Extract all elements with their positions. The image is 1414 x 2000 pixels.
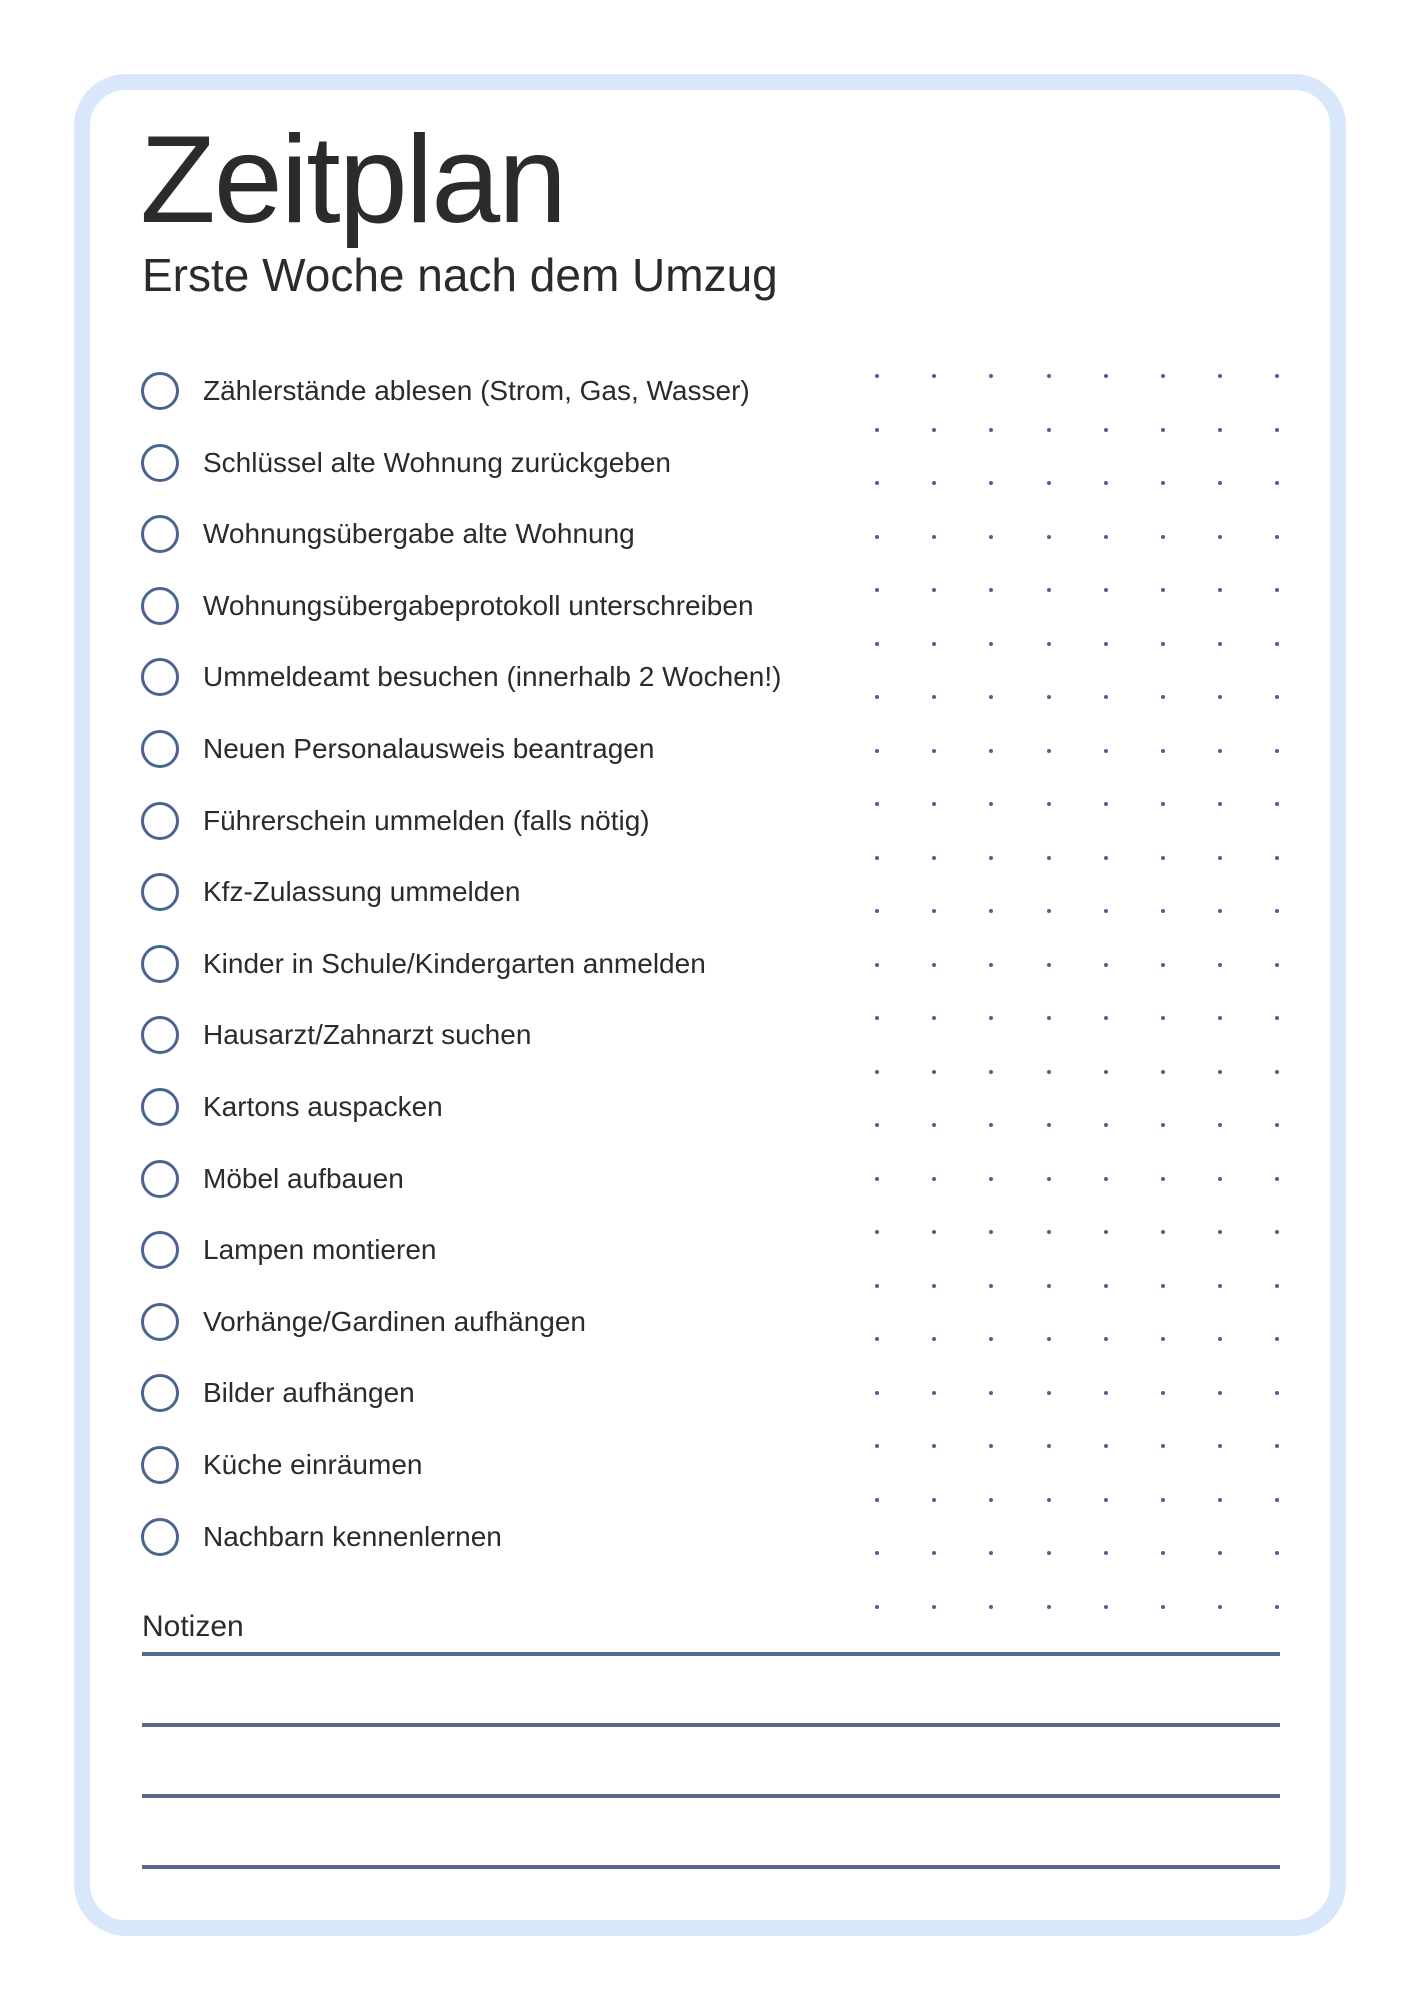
grid-dot [1161,1230,1165,1234]
grid-dot [1047,909,1051,913]
grid-dot [1161,1177,1165,1181]
grid-dot [932,428,936,432]
checkbox-circle-icon[interactable] [141,658,179,696]
grid-dot [1047,1337,1051,1341]
page-subtitle: Erste Woche nach dem Umzug [142,249,778,301]
checklist-item[interactable] [141,1302,586,1342]
grid-dot [875,1123,879,1127]
checklist-item[interactable] [141,514,635,554]
notes-writing-line[interactable] [142,1652,1280,1656]
checkbox-circle-icon[interactable] [141,1518,179,1556]
checklist-item-label: Wohnungsübergabeprotokoll unterschreiben [203,589,754,621]
grid-dot [1047,428,1051,432]
checklist-item-label: Neuen Personalausweis beantragen [203,733,655,764]
grid-dot [1047,695,1051,699]
grid-dot [1275,749,1279,753]
grid-dot [875,535,879,539]
grid-dot [932,1177,936,1181]
grid-dot [1047,1498,1051,1502]
grid-dot [1104,802,1108,806]
checkbox-circle-icon[interactable] [141,1160,179,1198]
checklist-item-label: Küche einräumen [203,1449,423,1480]
grid-dot [875,802,879,806]
grid-dot [1218,749,1222,753]
grid-dot [989,1498,993,1502]
grid-dot [1161,588,1165,592]
grid-dot [1104,642,1108,646]
grid-dot [1275,1177,1279,1181]
grid-dot [1104,1391,1108,1395]
grid-dot [1104,1177,1108,1181]
grid-dot [1161,1070,1165,1074]
checklist-item[interactable] [141,657,781,697]
checklist-item[interactable] [141,1373,415,1413]
checklist-item-label: Schlüssel alte Wohnung zurückgeben [203,446,672,478]
grid-dot [1275,963,1279,967]
grid-dot [1104,749,1108,753]
grid-dot [875,1230,879,1234]
grid-dot [1104,856,1108,860]
grid-dot [1218,1391,1222,1395]
grid-dot [1161,1123,1165,1127]
grid-dot [1047,1391,1051,1395]
grid-dot [1161,481,1165,485]
grid-dot [875,1284,879,1288]
checkbox-circle-icon[interactable] [141,444,179,482]
checklist-item-label: Möbel aufbauen [203,1162,404,1194]
grid-dot [1218,1177,1222,1181]
grid-dot [1275,1605,1279,1609]
notes-writing-line[interactable] [142,1723,1280,1727]
grid-dot [875,588,879,592]
grid-dot [1161,1551,1165,1555]
page-frame [74,74,1346,1936]
grid-dot [1104,1444,1108,1448]
grid-dot [1047,642,1051,646]
checklist-item[interactable] [141,729,654,769]
checkbox-circle-icon[interactable] [141,730,179,768]
checklist-item[interactable] [141,371,750,411]
grid-dot [1161,1284,1165,1288]
checkbox-circle-icon[interactable] [141,873,179,911]
checklist-item[interactable] [141,443,671,483]
grid-dot [1275,642,1279,646]
grid-dot [932,1070,936,1074]
grid-dot [1104,535,1108,539]
grid-dot [1218,963,1222,967]
grid-dot [875,642,879,646]
grid-dot [1275,1284,1279,1288]
grid-dot [1161,963,1165,967]
grid-dot [932,642,936,646]
grid-dot [1047,535,1051,539]
grid-dot [1047,963,1051,967]
grid-dot [1047,1123,1051,1127]
grid-dot [1104,1284,1108,1288]
grid-dot [1275,1498,1279,1502]
checkbox-circle-icon[interactable] [141,515,179,553]
grid-dot [1104,963,1108,967]
grid-dot [1161,535,1165,539]
grid-dot [989,1284,993,1288]
grid-dot [1218,1070,1222,1074]
checklist-item-label: Bilder aufhängen [203,1377,415,1409]
grid-dot [1047,1230,1051,1234]
checkbox-circle-icon[interactable] [141,802,179,840]
grid-dot [875,1391,879,1395]
checkbox-circle-icon[interactable] [141,372,179,410]
grid-dot [1161,642,1165,646]
grid-dot [1218,1284,1222,1288]
grid-dot [1104,588,1108,592]
grid-dot [1275,1391,1279,1395]
grid-dot [875,856,879,860]
grid-dot [875,1337,879,1341]
grid-dot [989,642,993,646]
grid-dot [989,535,993,539]
grid-dot [875,695,879,699]
grid-dot [1161,802,1165,806]
checklist-item[interactable] [141,1159,404,1199]
grid-dot [932,749,936,753]
grid-dot [989,1177,993,1181]
checklist-item-label: Hausarzt/Zahnarzt suchen [203,1019,532,1051]
checklist-item[interactable] [141,586,754,626]
notes-writing-line[interactable] [142,1865,1280,1869]
grid-dot [989,856,993,860]
grid-dot [875,1605,879,1609]
grid-dot [1275,1070,1279,1074]
grid-dot [875,481,879,485]
checklist-item[interactable] [141,1517,502,1557]
checkbox-circle-icon[interactable] [141,1303,179,1341]
checklist-item-label: Zählerstände ablesen (Strom, Gas, Wasser) [203,375,750,406]
grid-dot [932,856,936,860]
grid-dot [1218,535,1222,539]
checklist-item[interactable] [141,1087,443,1127]
grid-dot [989,963,993,967]
grid-dot [1161,856,1165,860]
grid-dot [875,749,879,753]
grid-dot [1104,374,1108,378]
grid-dot [1161,695,1165,699]
grid-dot [1161,428,1165,432]
grid-dot [1047,481,1051,485]
checklist-item-label: Nachbarn kennenlernen [203,1520,502,1552]
grid-dot [1218,642,1222,646]
checklist-item[interactable] [141,801,650,841]
grid-dot [1104,695,1108,699]
checklist-item[interactable] [141,1015,531,1055]
checkbox-circle-icon[interactable] [141,1374,179,1412]
checklist-item-label: Ummeldeamt besuchen (innerhalb 2 Wochen!) [203,661,782,693]
grid-dot [1161,1605,1165,1609]
grid-dot [1161,374,1165,378]
grid-dot [1047,749,1051,753]
checklist-item-label: Vorhänge/Gardinen aufhängen [203,1305,586,1337]
grid-dot [1047,588,1051,592]
grid-dot [1104,1230,1108,1234]
grid-dot [1104,1551,1108,1555]
grid-dot [1161,1498,1165,1502]
grid-dot [1047,1284,1051,1288]
grid-dot [1047,1605,1051,1609]
grid-dot [932,535,936,539]
grid-dot [1161,1444,1165,1448]
grid-dot [932,1284,936,1288]
grid-dot [932,963,936,967]
grid-dot [989,1391,993,1395]
grid-dot [875,1070,879,1074]
grid-dot [875,1498,879,1502]
grid-dot [875,374,879,378]
grid-dot [1275,535,1279,539]
grid-dot [1161,1391,1165,1395]
grid-dot [1104,1016,1108,1020]
checkbox-circle-icon[interactable] [141,945,179,983]
grid-dot [1047,1551,1051,1555]
grid-dot [1104,1498,1108,1502]
grid-dot [1104,1337,1108,1341]
checkbox-circle-icon[interactable] [141,1231,179,1269]
checkbox-circle-icon[interactable] [141,1446,179,1484]
grid-dot [875,1177,879,1181]
checkbox-circle-icon[interactable] [141,1016,179,1054]
grid-dot [989,1605,993,1609]
grid-dot [1275,856,1279,860]
grid-dot [1047,1177,1051,1181]
grid-dot [989,428,993,432]
grid-dot [932,1391,936,1395]
checkbox-circle-icon[interactable] [141,1088,179,1126]
grid-dot [989,1070,993,1074]
grid-dot [1218,428,1222,432]
grid-dot [1275,428,1279,432]
grid-dot [989,749,993,753]
checklist-item[interactable] [141,944,706,984]
grid-dot [875,1016,879,1020]
grid-dot [1161,749,1165,753]
grid-dot [1047,1070,1051,1074]
checklist-item-label: Kinder in Schule/Kindergarten anmelden [203,947,706,979]
notes-writing-line[interactable] [142,1794,1280,1798]
grid-dot [1161,909,1165,913]
grid-dot [1104,1123,1108,1127]
checklist-item[interactable] [141,1445,422,1485]
checklist-item-label: Kartons auspacken [203,1091,443,1122]
grid-dot [1218,856,1222,860]
grid-dot [932,1605,936,1609]
grid-dot [932,1498,936,1502]
grid-dot [1047,1016,1051,1020]
grid-dot [1047,374,1051,378]
grid-dot [1161,1016,1165,1020]
page-title: Zeitplan [140,111,566,249]
grid-dot [1047,856,1051,860]
grid-dot [1104,481,1108,485]
checkbox-circle-icon[interactable] [141,587,179,625]
checklist-item-label: Lampen montieren [203,1234,437,1266]
grid-dot [875,963,879,967]
grid-dot [875,1551,879,1555]
grid-dot [875,909,879,913]
grid-dot [1161,1337,1165,1341]
grid-dot [1047,1444,1051,1448]
checklist-item-label: Kfz-Zulassung ummelden [203,876,521,908]
grid-dot [1104,909,1108,913]
checklist-item-label: Führerschein ummelden (falls nötig) [203,804,650,836]
grid-dot [875,428,879,432]
checklist-item[interactable] [141,872,520,912]
notes-label: Notizen [142,1610,244,1643]
grid-dot [1047,802,1051,806]
grid-dot [1104,428,1108,432]
grid-dot [1218,1498,1222,1502]
grid-dot [875,1444,879,1448]
grid-dot [1104,1070,1108,1074]
grid-dot [1104,1605,1108,1609]
grid-dot [1218,1605,1222,1609]
checklist-item-label: Wohnungsübergabe alte Wohnung [203,518,635,550]
checklist-item[interactable] [141,1230,436,1270]
